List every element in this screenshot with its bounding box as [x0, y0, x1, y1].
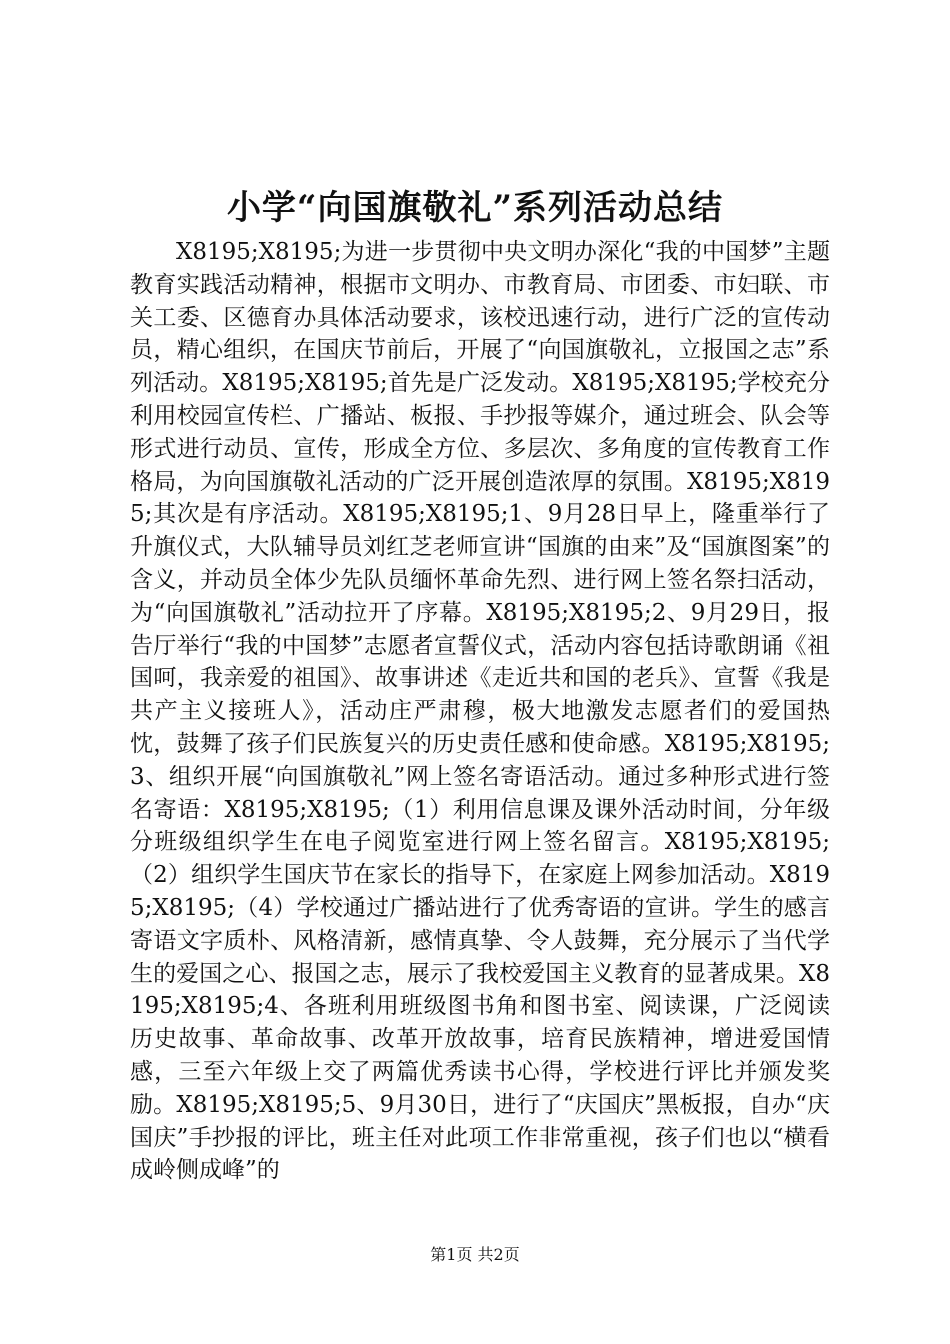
document-body-text: X8195;X8195;为进一步贯彻中央文明办深化“我的中国梦”主题教育实践活动精神，根据市文明办、市教育局、市团委、市妇联、市关工委、区德育办具体活动要求，该校迅速行动，进行广泛的宣传动员，精心组织，在国庆节前后，开展了“向国旗敬礼，立报国之志”系列活动。X8195;X8195;首先是广泛发动。X8195;X8195;学校充分利用校园宣传栏、广播站、板报、手抄报等媒介，通过班会、队会等形式进行动员、宣传，形成全方位、多层次、多角度的宣传教育工作格局，为向国旗敬礼活动的广泛开展创造浓厚的氛围。X8195;X8195;其次是有序活动。X8195;X8195;1、9月28日早上，隆重举行了升旗仪式，大队辅导员刘红芝老师宣讲“国旗的由来”及“国旗图案”的含义，并动员全体少先队员缅怀革命先烈、进行网上签名祭扫活动，为“向国旗敬礼”活动拉开了序幕。X8195;X8195;2、9月29日，报告厅举行“我的中国梦”志愿者宣誓仪式，活动内容包括诗歌朗诵《祖国呵，我亲爱的祖国》、故事讲述《走近共和国的老兵》、宣誓《我是共产主义接班人》，活动庄严肃穆，极大地激发志愿者们的爱国热忱，鼓舞了孩子们民族复兴的历史责任感和使命感。X8195;X8195;3、组织开展“向国旗敬礼”网上签名寄语活动。通过多种形式进行签名寄语：X8195;X8195;（1）利用信息课及课外活动时间，分年级分班级组织学生在电子阅览室进行网上签名留言。X8195;X8195;（2）组织学生国庆节在家长的指导下，在家庭上网参加活动。X8195;X8195;（4）学校通过广播站进行了优秀寄语的宣讲。学生的感言寄语文字质朴、风格清新，感情真挚、令人鼓舞，充分展示了当代学生的爱国之心、报国之志，展示了我校爱国主义教育的显著成果。X8195;X8195;4、各班利用班级图书角和图书室、阅读课，广泛阅读历史故事、革命故事、改革开放故事，培育民族精神，增进爱国情感，三至六年级上交了两篇优秀读书心得，学校进行评比并颁发奖励。X8195;X8195;5、9月30日，进行了“庆国庆”黑板报，自办“庆国庆”手抄报的评比，班主任对此项工作非常重视，孩子们也以“横看成岭侧成峰”的 — [130, 239, 830, 1184]
document-title: 小学“向国旗敬礼”系列活动总结 — [226, 188, 724, 228]
page-footer: 第1页 共2页 — [430, 1245, 520, 1264]
